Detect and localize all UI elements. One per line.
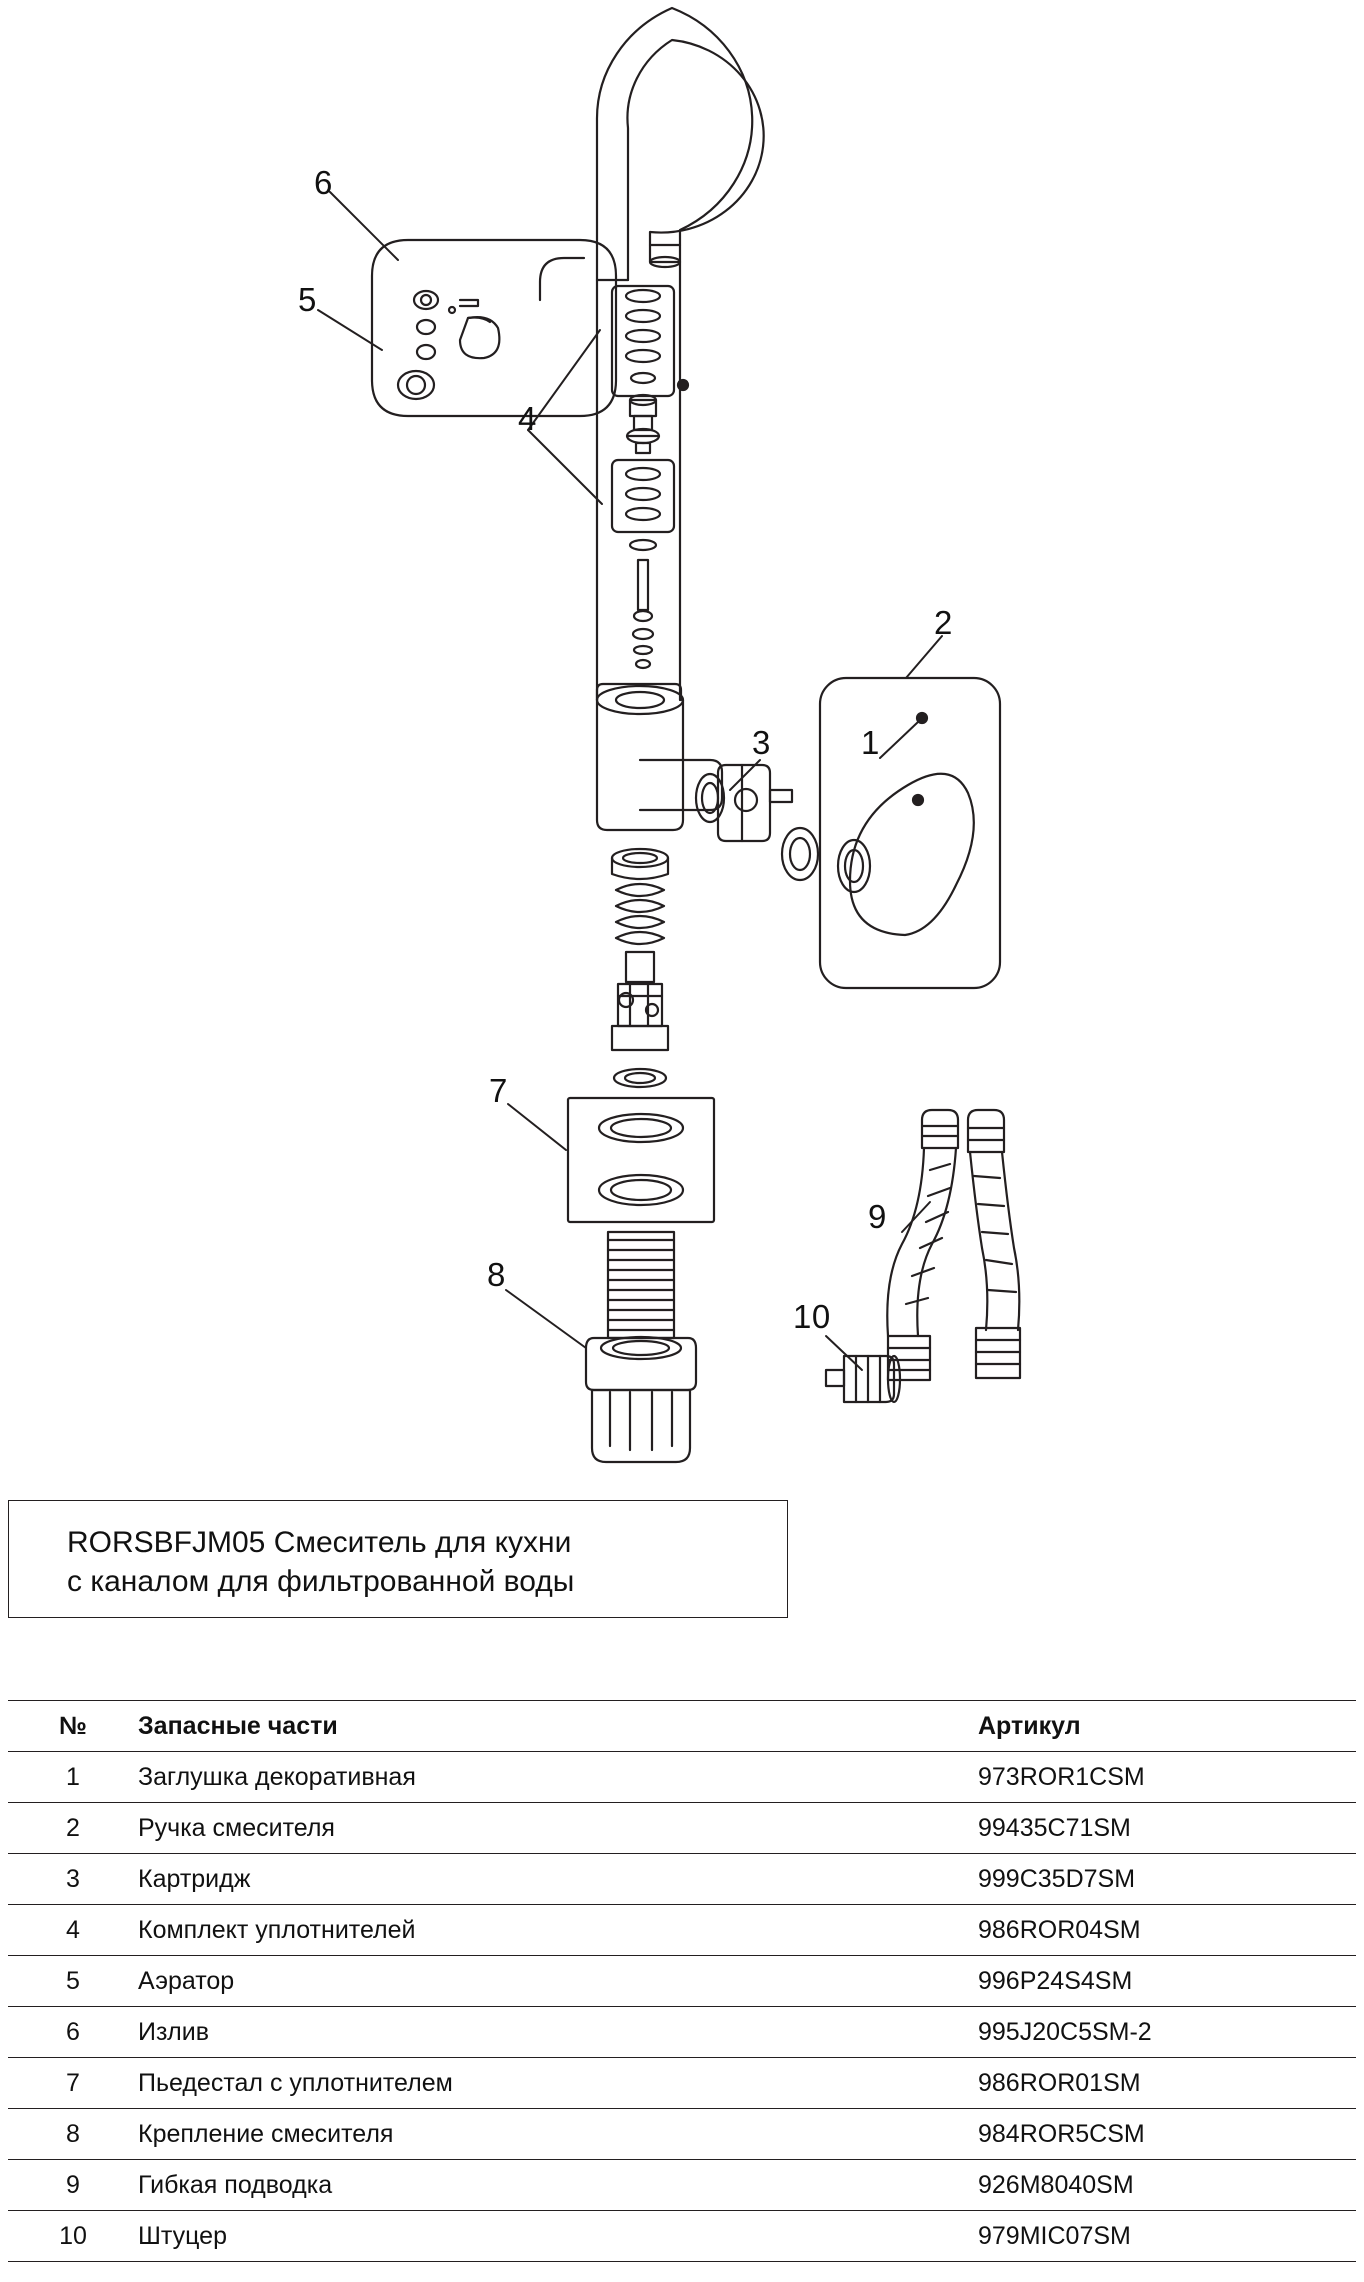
parts-table-wrapper	[8, 1700, 1356, 2262]
row-article: 999C35D7SM	[978, 1854, 1356, 1905]
table-row	[8, 1752, 1356, 1803]
table-row	[8, 1854, 1356, 1905]
row-part: Гибкая подводка	[138, 2160, 978, 2211]
row-part: Картридж	[138, 1854, 978, 1905]
row-part: Пьедестал с уплотнителем	[138, 2058, 978, 2109]
callout-7: 7	[489, 1072, 508, 1109]
header-part: Запасные части	[138, 1701, 978, 1752]
callout-6: 6	[314, 164, 333, 201]
callout-9: 9	[868, 1198, 887, 1235]
row-article: 986ROR04SM	[978, 1905, 1356, 1956]
row-number: 4	[8, 1905, 138, 1956]
row-article: 995J20C5SM-2	[978, 2007, 1356, 2058]
header-article: Артикул	[978, 1701, 1356, 1752]
callout-4: 4	[518, 400, 537, 437]
product-title-line-2: с каналом для фильтрованной воды	[67, 1565, 575, 1598]
callout-1: 1	[861, 724, 880, 761]
row-article: 984ROR5CSM	[978, 2109, 1356, 2160]
table-row	[8, 2211, 1356, 2262]
row-number: 10	[8, 2211, 138, 2262]
callout-10: 10	[793, 1298, 831, 1335]
callout-5: 5	[298, 281, 317, 318]
parts-table	[8, 1700, 1356, 2262]
table-header-row	[8, 1701, 1356, 1752]
row-part: Излив	[138, 2007, 978, 2058]
row-part: Штуцер	[138, 2211, 978, 2262]
row-part: Аэратор	[138, 1956, 978, 2007]
callout-3: 3	[752, 724, 771, 761]
row-number: 7	[8, 2058, 138, 2109]
row-part: Ручка смесителя	[138, 1803, 978, 1854]
product-title-line-1: RORSBFJM05 Смеситель для кухни	[67, 1526, 572, 1559]
title-block	[8, 1500, 788, 1618]
row-number: 6	[8, 2007, 138, 2058]
row-article: 926M8040SM	[978, 2160, 1356, 2211]
table-row	[8, 2007, 1356, 2058]
row-part: Заглушка декоративная	[138, 1752, 978, 1803]
table-row	[8, 1905, 1356, 1956]
row-number: 5	[8, 1956, 138, 2007]
table-row	[8, 1956, 1356, 2007]
row-number: 3	[8, 1854, 138, 1905]
row-number: 9	[8, 2160, 138, 2211]
row-part: Крепление смесителя	[138, 2109, 978, 2160]
callout-8: 8	[487, 1256, 506, 1293]
table-row	[8, 2109, 1356, 2160]
row-part: Комплект уплотнителей	[138, 1905, 978, 1956]
row-article: 973ROR1CSM	[978, 1752, 1356, 1803]
row-number: 1	[8, 1752, 138, 1803]
table-row	[8, 2058, 1356, 2109]
row-article: 996P24S4SM	[978, 1956, 1356, 2007]
row-number: 8	[8, 2109, 138, 2160]
row-article: 99435C71SM	[978, 1803, 1356, 1854]
callout-2: 2	[934, 604, 953, 641]
table-row	[8, 2160, 1356, 2211]
row-article: 979MIC07SM	[978, 2211, 1356, 2262]
header-number: №	[8, 1701, 138, 1752]
row-number: 2	[8, 1803, 138, 1854]
row-article: 986ROR01SM	[978, 2058, 1356, 2109]
table-row	[8, 1803, 1356, 1854]
